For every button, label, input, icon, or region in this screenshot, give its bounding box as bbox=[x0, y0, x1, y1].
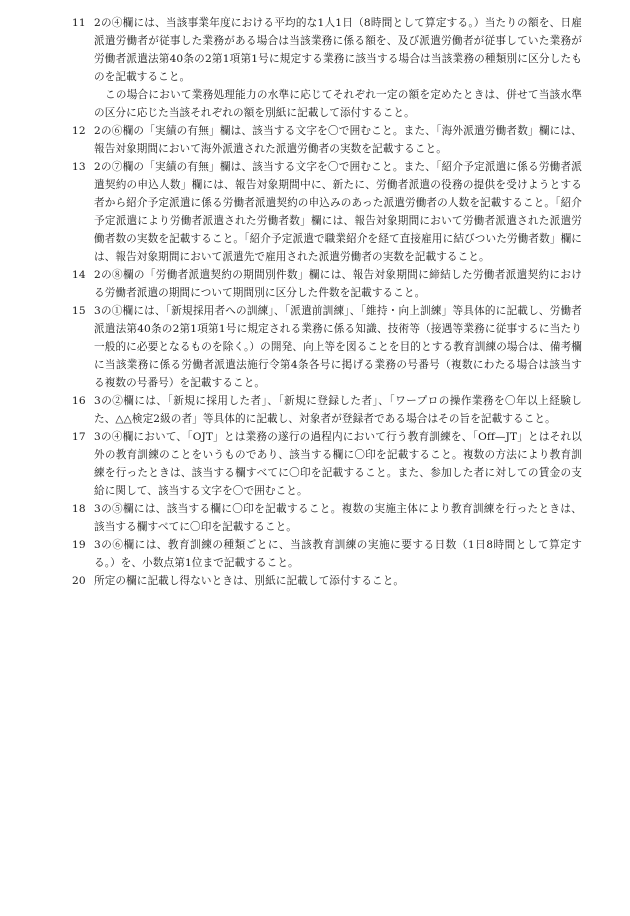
item-text: 2の⑥欄の「実績の有無」欄は、該当する文字を〇で囲むこと。また、「海外派遣労働者数」欄には、報告対象期間において海外派遣された派遣労働者の実数を記載すること。 bbox=[94, 125, 582, 155]
item-number: 14 bbox=[72, 269, 86, 281]
item-number: 12 bbox=[72, 125, 86, 137]
item-text: 3の②欄には、「新規に採用した者」、「新規に登録した者」、「ワープロの操作業務を〇年以上経験した、△△検定2級の者」等具体的に記載し、対象者が登録者である場合はその旨を記載すること。 bbox=[94, 395, 582, 425]
note-paragraph-11-continuation bbox=[72, 86, 582, 122]
note-item-18 bbox=[72, 500, 582, 536]
document-body bbox=[72, 14, 582, 590]
item-number: 15 bbox=[72, 305, 86, 317]
item-number: 20 bbox=[72, 575, 86, 587]
item-text: この場合において業務処理能力の水準に応じてそれぞれ一定の額を定めたときは、併せて当該水準の区分に応じた当該それぞれの額を別紙に記載して添付すること。 bbox=[94, 89, 582, 119]
note-item-20 bbox=[72, 572, 582, 590]
item-number: 19 bbox=[72, 539, 86, 551]
item-text: 所定の欄に記載し得ないときは、別紙に記載して添付すること。 bbox=[94, 575, 405, 587]
note-item-16 bbox=[72, 392, 582, 428]
item-number: 17 bbox=[72, 431, 86, 443]
item-number: 11 bbox=[72, 17, 86, 29]
note-item-17 bbox=[72, 428, 582, 500]
item-text: 3の④欄において、「OJT」とは業務の遂行の過程内において行う教育訓練を、「Off—JT」とはそれ以外の教育訓練のことをいうものであり、該当する欄に〇印を記載すること。複数の方法により教育訓練を行ったときは、該当する欄すべてに〇印を記載すること。また、参加した者に対しての賃金の支給に関して、該当する文字を〇で囲むこと。 bbox=[94, 431, 582, 497]
item-text: 2の⑦欄の「実績の有無」欄は、該当する文字を〇で囲むこと。また、「紹介予定派遣に係る労働者派遣契約の申込人数」欄には、報告対象期間中に、新たに、労働者派遣の役務の提供を受けようとする者から紹介予定派遣に係る労働者派遣契約の申込みのあった派遣労働者の人数を記載すること。「紹介予定派遣により労働者派遣された労働者数」欄には、報告対象期間において労働者派遣された派遣労働者数の実数を記載すること。「紹介予定派遣で職業紹介を経て直接雇用に結びついた労働者数」欄には、報告対象期間において派遣先で雇用された派遣労働者の実数を記載すること。 bbox=[94, 161, 582, 263]
item-text: 3の⑥欄には、教育訓練の種類ごとに、当該教育訓練の実施に要する日数（1日8時間として算定する。）を、小数点第1位まで記載すること。 bbox=[94, 539, 582, 569]
note-item-19 bbox=[72, 536, 582, 572]
item-text: 3の⑤欄には、該当する欄に〇印を記載すること。複数の実施主体により教育訓練を行ったときは、該当する欄すべてに〇印を記載すること。 bbox=[94, 503, 582, 533]
note-item-14 bbox=[72, 266, 582, 302]
item-number: 18 bbox=[72, 503, 86, 515]
item-text: 3の①欄には、「新規採用者への訓練」、「派遣前訓練」、「維持・向上訓練」等具体的に記載し、労働者派遣法第40条の2第1項第1号に規定される業務に係る知識、技術等（接遇等業務に従事するに当たり一般的に必要となるものを除く。）の開発、向上等を図ることを目的とする教育訓練の場合は、備考欄に当該業務に係る労働者派遣法施行令第4条各号に掲げる業務の号番号（複数にわたる場合は該当する複数の号番号）を記載すること。 bbox=[94, 305, 582, 389]
note-item-12 bbox=[72, 122, 582, 158]
item-text: 2の⑧欄の「労働者派遣契約の期間別件数」欄には、報告対象期間に締結した労働者派遣契約における労働者派遣の期間について期間別に区分した件数を記載すること。 bbox=[94, 269, 582, 299]
item-text: 2の④欄には、当該事業年度における平均的な1人1日（8時間として算定する。）当たりの額を、日雇派遣労働者が従事した業務がある場合は当該業務に係る額を、及び派遣労働者が従事していた業務が労働者派遣法第40条の2第1項第1号に規定する業務に該当する場合は当該業務の種類別に区分したものを記載すること。 bbox=[94, 17, 582, 83]
item-number: 13 bbox=[72, 161, 86, 173]
note-item-11 bbox=[72, 14, 582, 86]
note-item-15 bbox=[72, 302, 582, 392]
note-item-13 bbox=[72, 158, 582, 266]
item-number: 16 bbox=[72, 395, 86, 407]
